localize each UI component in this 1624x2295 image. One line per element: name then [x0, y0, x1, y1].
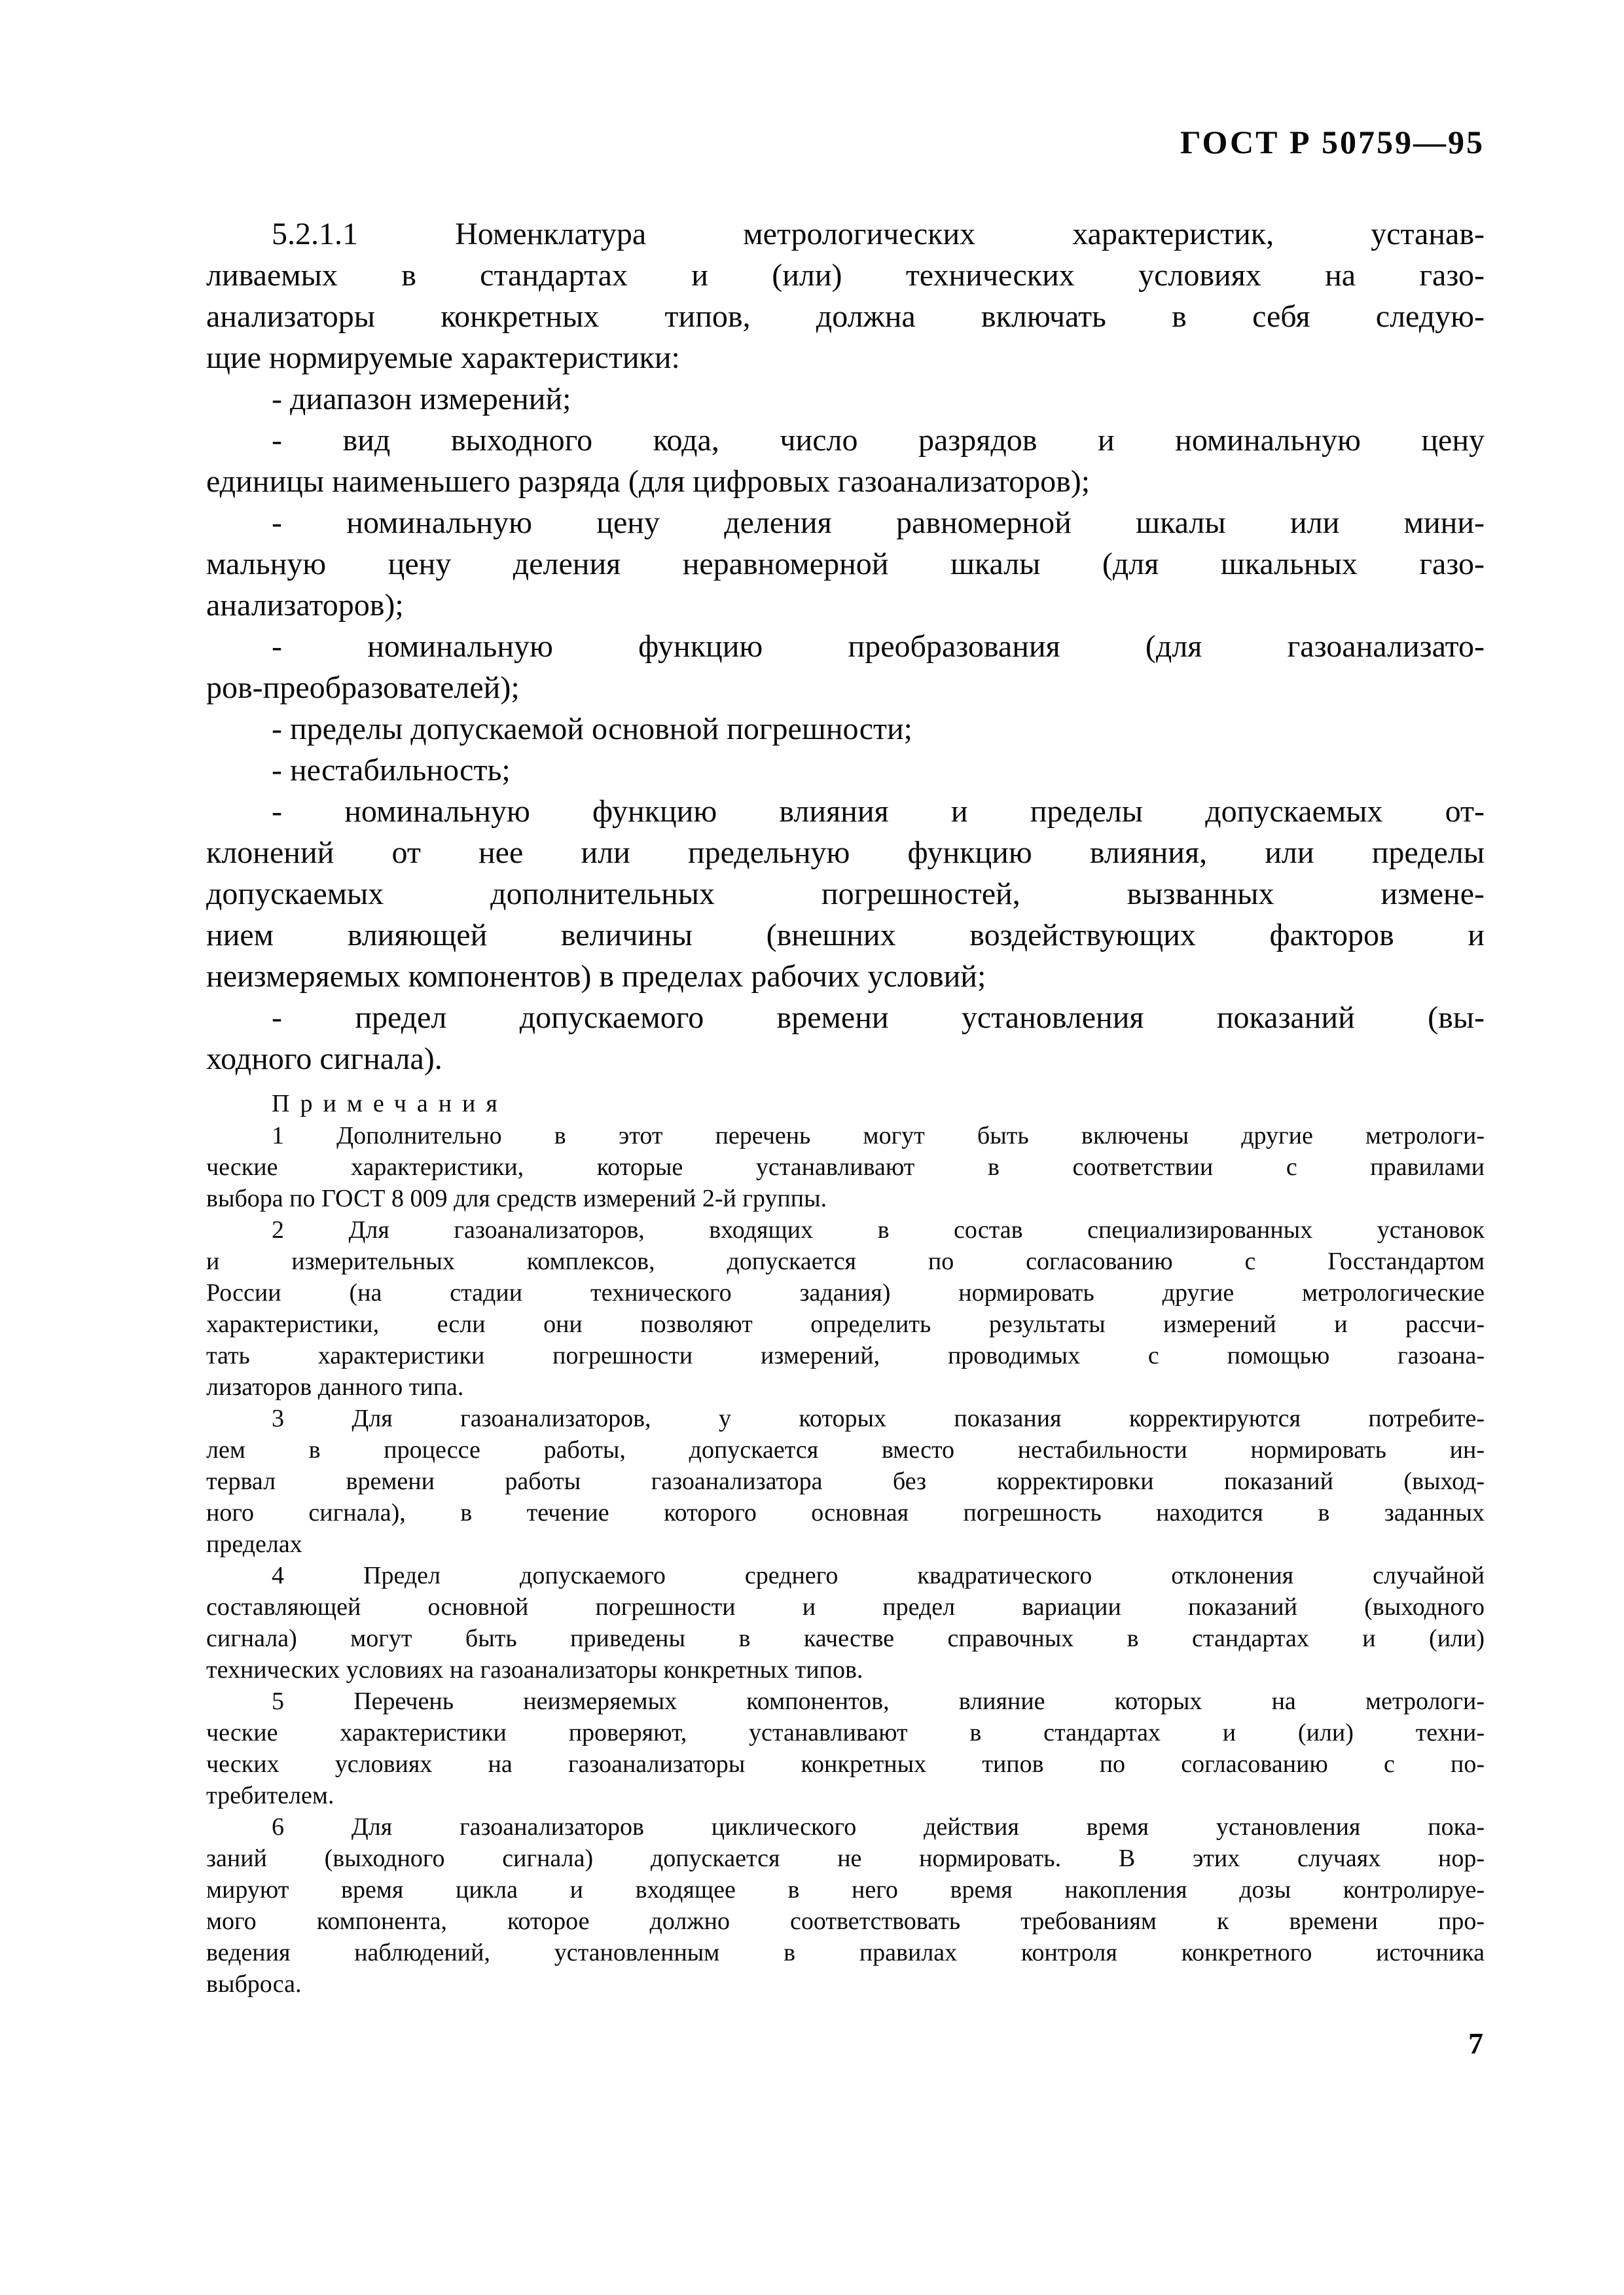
text-line: 5 Перечень неизмеряемых компонентов, влияние которых на метрологи-: [272, 1688, 1485, 1715]
text-line: - вид выходного кода, число разрядов и номинальную цену: [272, 423, 1485, 458]
text-line: выбора по ГОСТ 8 009 для средств измерений 2-й группы.: [206, 1185, 827, 1212]
text-line: 4 Предел допускаемого среднего квадратического отклонения случайной: [272, 1562, 1485, 1589]
text-line: 2 Для газоанализаторов, входящих в состав специализированных установок: [272, 1216, 1485, 1244]
text-line: неизмеряемых компонентов) в пределах рабочих условий;: [206, 959, 986, 994]
text-line: 5.2.1.1 Номенклатура метрологических характеристик, устанав-: [272, 217, 1485, 251]
notes-heading: Примечания: [272, 1090, 508, 1117]
text-line: - номинальную функцию влияния и пределы допускаемых от-: [272, 794, 1485, 829]
page-number: 7: [1468, 2027, 1483, 2060]
text-line: единицы наименьшего разряда (для цифровых газоанализаторов);: [206, 464, 1091, 499]
text-line: ческие характеристики, которые устанавливают в соответствии с правилами: [206, 1153, 1485, 1181]
text-line: тать характеристики погрешности измерений, проводимых с помощью газоана-: [206, 1342, 1485, 1369]
text-line: пределах: [206, 1530, 302, 1558]
text-line: 1 Дополнительно в этот перечень могут быть включены другие метрологи-: [272, 1122, 1485, 1149]
notes-block: [206, 1120, 1485, 2000]
text-line: и измерительных комплексов, допускается по согласованию с Госстандартом: [206, 1248, 1485, 1275]
main-text-block: [206, 213, 1485, 1079]
text-line: выброса.: [206, 1970, 302, 1998]
text-line: мируют время цикла и входящее в него время накопления дозы контролируе-: [206, 1876, 1485, 1904]
text-line: - диапазон измерений;: [272, 382, 571, 416]
text-line: - номинальную цену деления равномерной шкалы или мини-: [272, 505, 1485, 540]
text-line: щие нормируемые характеристики:: [206, 340, 680, 375]
text-column: [206, 124, 1485, 2060]
standard-designation-header: ГОСТ Р 50759—95: [1180, 124, 1485, 160]
text-line: заний (выходного сигнала) допускается не нормировать. В этих случаях нор-: [206, 1845, 1485, 1872]
text-line: мальную цену деления неравномерной шкалы (для шкальных газо-: [206, 547, 1485, 581]
text-line: - нестабильность;: [272, 753, 511, 787]
text-line: клонений от нее или предельную функцию влияния, или пределы: [206, 835, 1485, 870]
text-line: характеристики, если они позволяют определить результаты измерений и рассчи-: [206, 1310, 1485, 1338]
text-line: тервал времени работы газоанализатора без корректировки показаний (выход-: [206, 1468, 1485, 1495]
text-line: анализаторы конкретных типов, должна включать в себя следую-: [206, 299, 1485, 334]
text-line: составляющей основной погрешности и предел вариации показаний (выходного: [206, 1593, 1485, 1621]
text-line: ливаемых в стандартах и (или) технических условиях на газо-: [206, 258, 1485, 293]
text-line: лизаторов данного типа.: [206, 1373, 464, 1401]
text-line: нием влияющей величины (внешних воздействующих факторов и: [206, 918, 1485, 952]
text-line: - предел допускаемого времени установления показаний (вы-: [272, 1000, 1485, 1035]
text-line: анализаторов);: [206, 588, 404, 623]
text-line: ведения наблюдений, установленным в правилах контроля конкретного источника: [206, 1939, 1485, 1966]
text-line: сигнала) могут быть приведены в качестве справочных в стандартах и (или): [206, 1625, 1485, 1652]
text-line: России (на стадии технического задания) нормировать другие метрологические: [206, 1279, 1485, 1307]
text-line: ческие характеристики проверяют, устанавливают в стандартах и (или) техни-: [206, 1719, 1485, 1746]
text-line: требителем.: [206, 1782, 334, 1809]
text-line: мого компонента, которое должно соответствовать требованиям к времени про-: [206, 1907, 1485, 1935]
text-line: ного сигнала), в течение которого основная погрешность находится в заданных: [206, 1499, 1485, 1527]
text-line: ров-преобразователей);: [206, 670, 520, 705]
text-line: ходного сигнала).: [206, 1041, 442, 1076]
text-line: лем в процессе работы, допускается вместо нестабильности нормировать ин-: [206, 1436, 1485, 1464]
text-line: - пределы допускаемой основной погрешности;: [272, 712, 913, 746]
text-line: технических условиях на газоанализаторы конкретных типов.: [206, 1656, 863, 1684]
text-line: 6 Для газоанализаторов циклического действия время установления пока-: [272, 1813, 1485, 1841]
text-line: 3 Для газоанализаторов, у которых показания корректируются потребите-: [272, 1405, 1485, 1432]
text-line: ческих условиях на газоанализаторы конкретных типов по согласованию с по-: [206, 1750, 1485, 1778]
text-line: - номинальную функцию преобразования (для газоанализато-: [272, 629, 1485, 664]
text-line: допускаемых дополнительных погрешностей, вызванных измене-: [206, 876, 1485, 911]
